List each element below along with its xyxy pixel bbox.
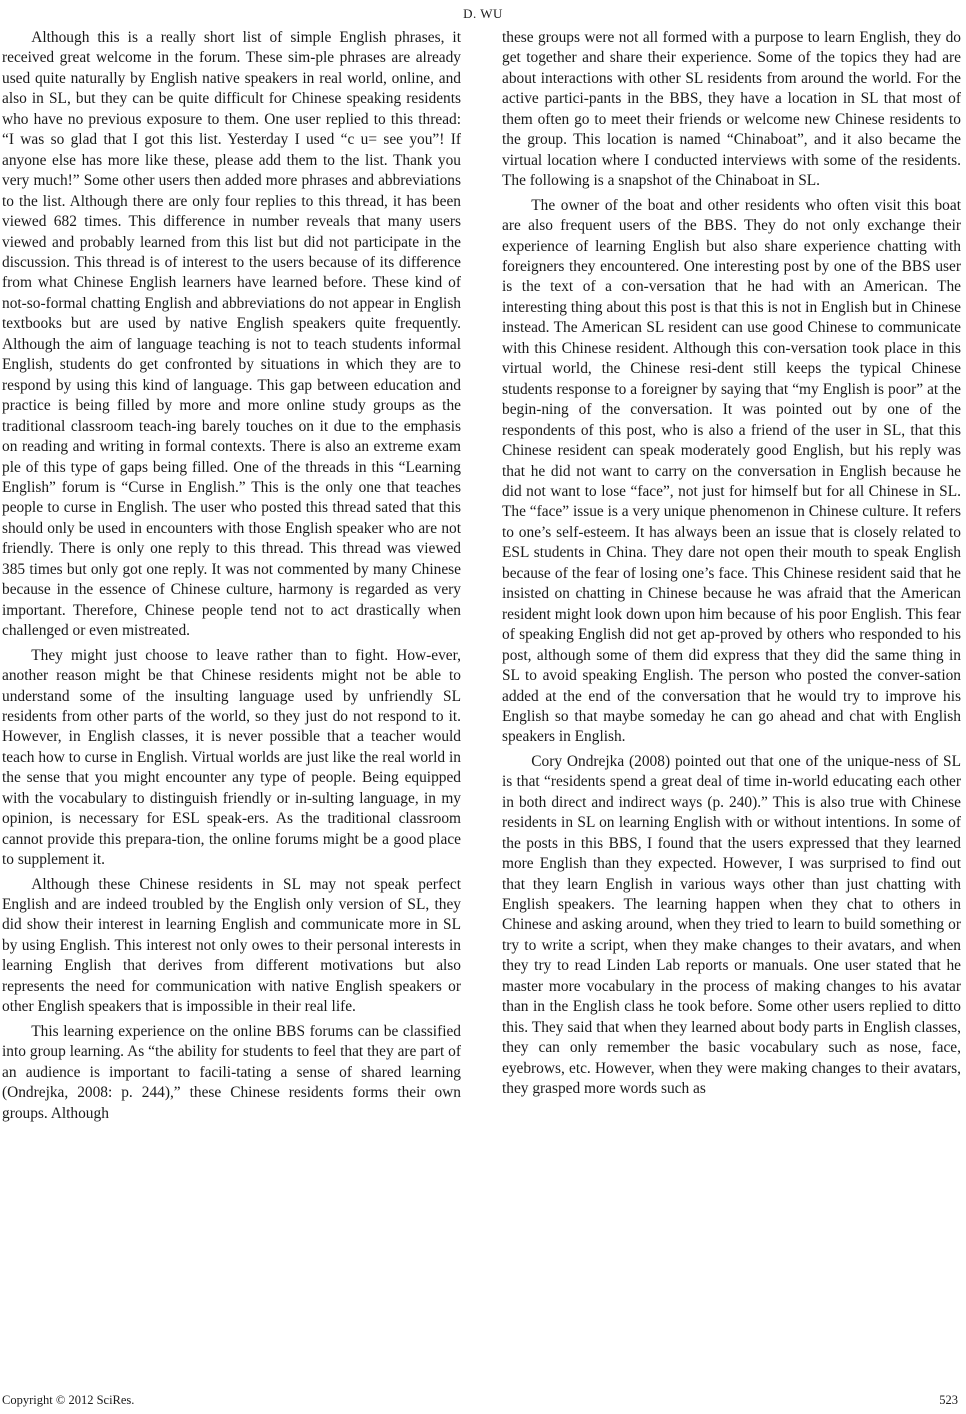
right-paragraph-3: Cory Ondrejka (2008) pointed out that one of the unique-ness of SL is that “residents spend a great deal of time in-world educating each other in both direct and indirect ways (p. 240).” This is also true with Chinese residents in SL on learning English with or without intentions. In some of the posts in this BBS, I found that the users expressed that they learned more English than they expected. However, I was surprised to find out that they learn English in various ways other than just chatting with English speakers. The learning happen when they chat to others in Chinese and asking around, when they tried to learn to build something or try to write a script, when they make changes to their avatars, and when they try to read Linden Lab reports or manuals. One user stated that he master more vocabulary in the process of making changes to his avatar than in the English class he took before. Some other users replied to ditto this. They said that when they learned about body parts in English classes, they can only remember the basic vocabulary such as nose, face, eyebrows, etc. However, when they were making changes to their avatars, they grasped more words such as xyxy=(502,752,961,1098)
left-paragraph-2: They might just choose to leave rather than to fight. How-ever, another reason might be that Chinese residents might not be able to understand some of the insulting language used by unfriendly SL residents from other parts of the world, so they just do not respond to it. However, in English classes, it is never possible that a teacher would teach how to curse in English. Virtual worlds are just like the real world in the sense that you might encounter any type of people. Being equipped with the vocabulary to distinguish friendly or in-sulting language, in my opinion, is necessary for ESL speak-ers. As the traditional classroom cannot provide this prepara-tion, the online forums might be a good place to supplement it. xyxy=(2,646,461,869)
left-paragraph-4: This learning experience on the online BBS forums can be classified into group learning. As “the ability for students to feel that they are part of an audience is important to facili-tating a sense of shared learning (Ondrejka, 2008: p. 244),” these Chinese residents forms their own groups. Although xyxy=(2,1022,461,1122)
copyright-notice: Copyright © 2012 SciRes. xyxy=(2,1393,135,1407)
right-paragraph-2: The owner of the boat and other residents who often visit this boat are also frequent users of the BBS. They do not only exchange their experience of learning English but also share experience chatting with foreigners they encountered. One interesting post by one of the BBS user is the text of a con-versation that he had with an American. The interesting thing about this post is that this is not in English but in Chinese instead. The American SL resident can use good Chinese to communicate with this Chinese resident. Although this con-versation took place in this virtual world, the Chinese resi-dent still keeps the typical Chinese students response to a foreigner by saying that “my English is poor” at the begin-ning of the conversation. It was pointed out by one of the respondents of this post, who is also a friend of the user in SL, that this Chinese resident can speak moderately good English, but his reply was that he did not want to carry on the conversation in English because he did not want to lose “face”, not just for himself but for all Chinese in SL. The “face” issue is a very unique phenomenon in Chinese culture. It refers to one’s self-esteem. It has always been an issue that is closely related to ESL students in China. They dare not open their mouth to speak English because of the fear of losing one’s face. This Chinese resident said that he insisted on chatting in Chinese because he was afraid that the American resident might look down upon him because of his poor English. This fear of speaking English did not get ap-proved by others who responded to his post, although some of them did express that they did the same thing in SL to avoid speaking English. The person who posted the conver-sation added at the end of the conversation that he would try to improve his English so that maybe someday he can go ahead and chat with English speakers in English. xyxy=(502,196,961,746)
right-paragraph-1: these groups were not all formed with a purpose to learn English, they do get together and share their experience. Some of the topics they had are about interactions with other SL residents from around the world. For the active partici-pants in the BBS, they have a location in SL that most of them often go to meet their friends or welcome new Chinese residents to the group. This location is named “Chinaboat”, and it also became the virtual location where I conducted interviews with some of the residents. The following is a snapshot of the Chinaboat in SL. xyxy=(502,29,961,190)
left-paragraph-1: Although this is a really short list of simple English phrases, it received great welcome in the forum. These sim-ple phrases are already used quite naturally by English native speakers in real world, online, and also in SL, but they can be quite difficult for Chinese speaking residents who have no previous exposure to them. One user replied to this thread: “I was so glad that I got this list. Yesterday I used “c u= see you”! If anyone else has more like these, please add them to the list. Thank you very much!” Some other users then added more phrases and abbreviations to the list. Although there are only four replies to this thread, it has been viewed 682 times. This difference in number reveals that many users viewed and probably learned from this list but did not participate in the discussion. This thread is of interest to the users because of its difference from what Chinese English learners have learned before. These kind of not-so-formal chatting English and abbreviations do not appear in English textbooks but are used by native English speakers quite frequently. Although the aim of language teaching is not to teach students informal English, students do get confronted by situations in which they are to respond by using this kind of language. This gap between education and practice is being filled by more and more online study groups as the traditional classroom teach-ing barely touches on it due to the emphasis on reading and writing in formal contexts. There is also an extreme exam ple of this type of gaps being filled. One of the threads in this “Learning English” forum is “Curse in English.” This is the only one that teaches people to curse in English. The user who posted this thread sated that this should only be used in encounters with those English speaker who are not friendly. There is only one reply to this thread. This thread was viewed 385 times but only got one reply. It was not commented by many Chinese because in the essence of Chinese culture, harmony is regarded as very important. Therefore, Chinese people tend not to act drastically when challenged or even mistreated. xyxy=(2,29,461,640)
left-paragraph-3: Although these Chinese residents in SL may not speak perfect English and are indeed troubled by the English only version of SL, they did show their interest in learning English and communicate more in SL by using English. This interest not only owes to their personal interests in learning English that derives from different motivations but also represents the need for communication with native English speakers or other English speakers that is impossible in their real life. xyxy=(2,875,461,1016)
left-column xyxy=(2,28,461,1128)
page-number: 523 xyxy=(939,1393,958,1407)
running-head: D. WU xyxy=(463,6,503,21)
right-column xyxy=(502,28,961,1104)
